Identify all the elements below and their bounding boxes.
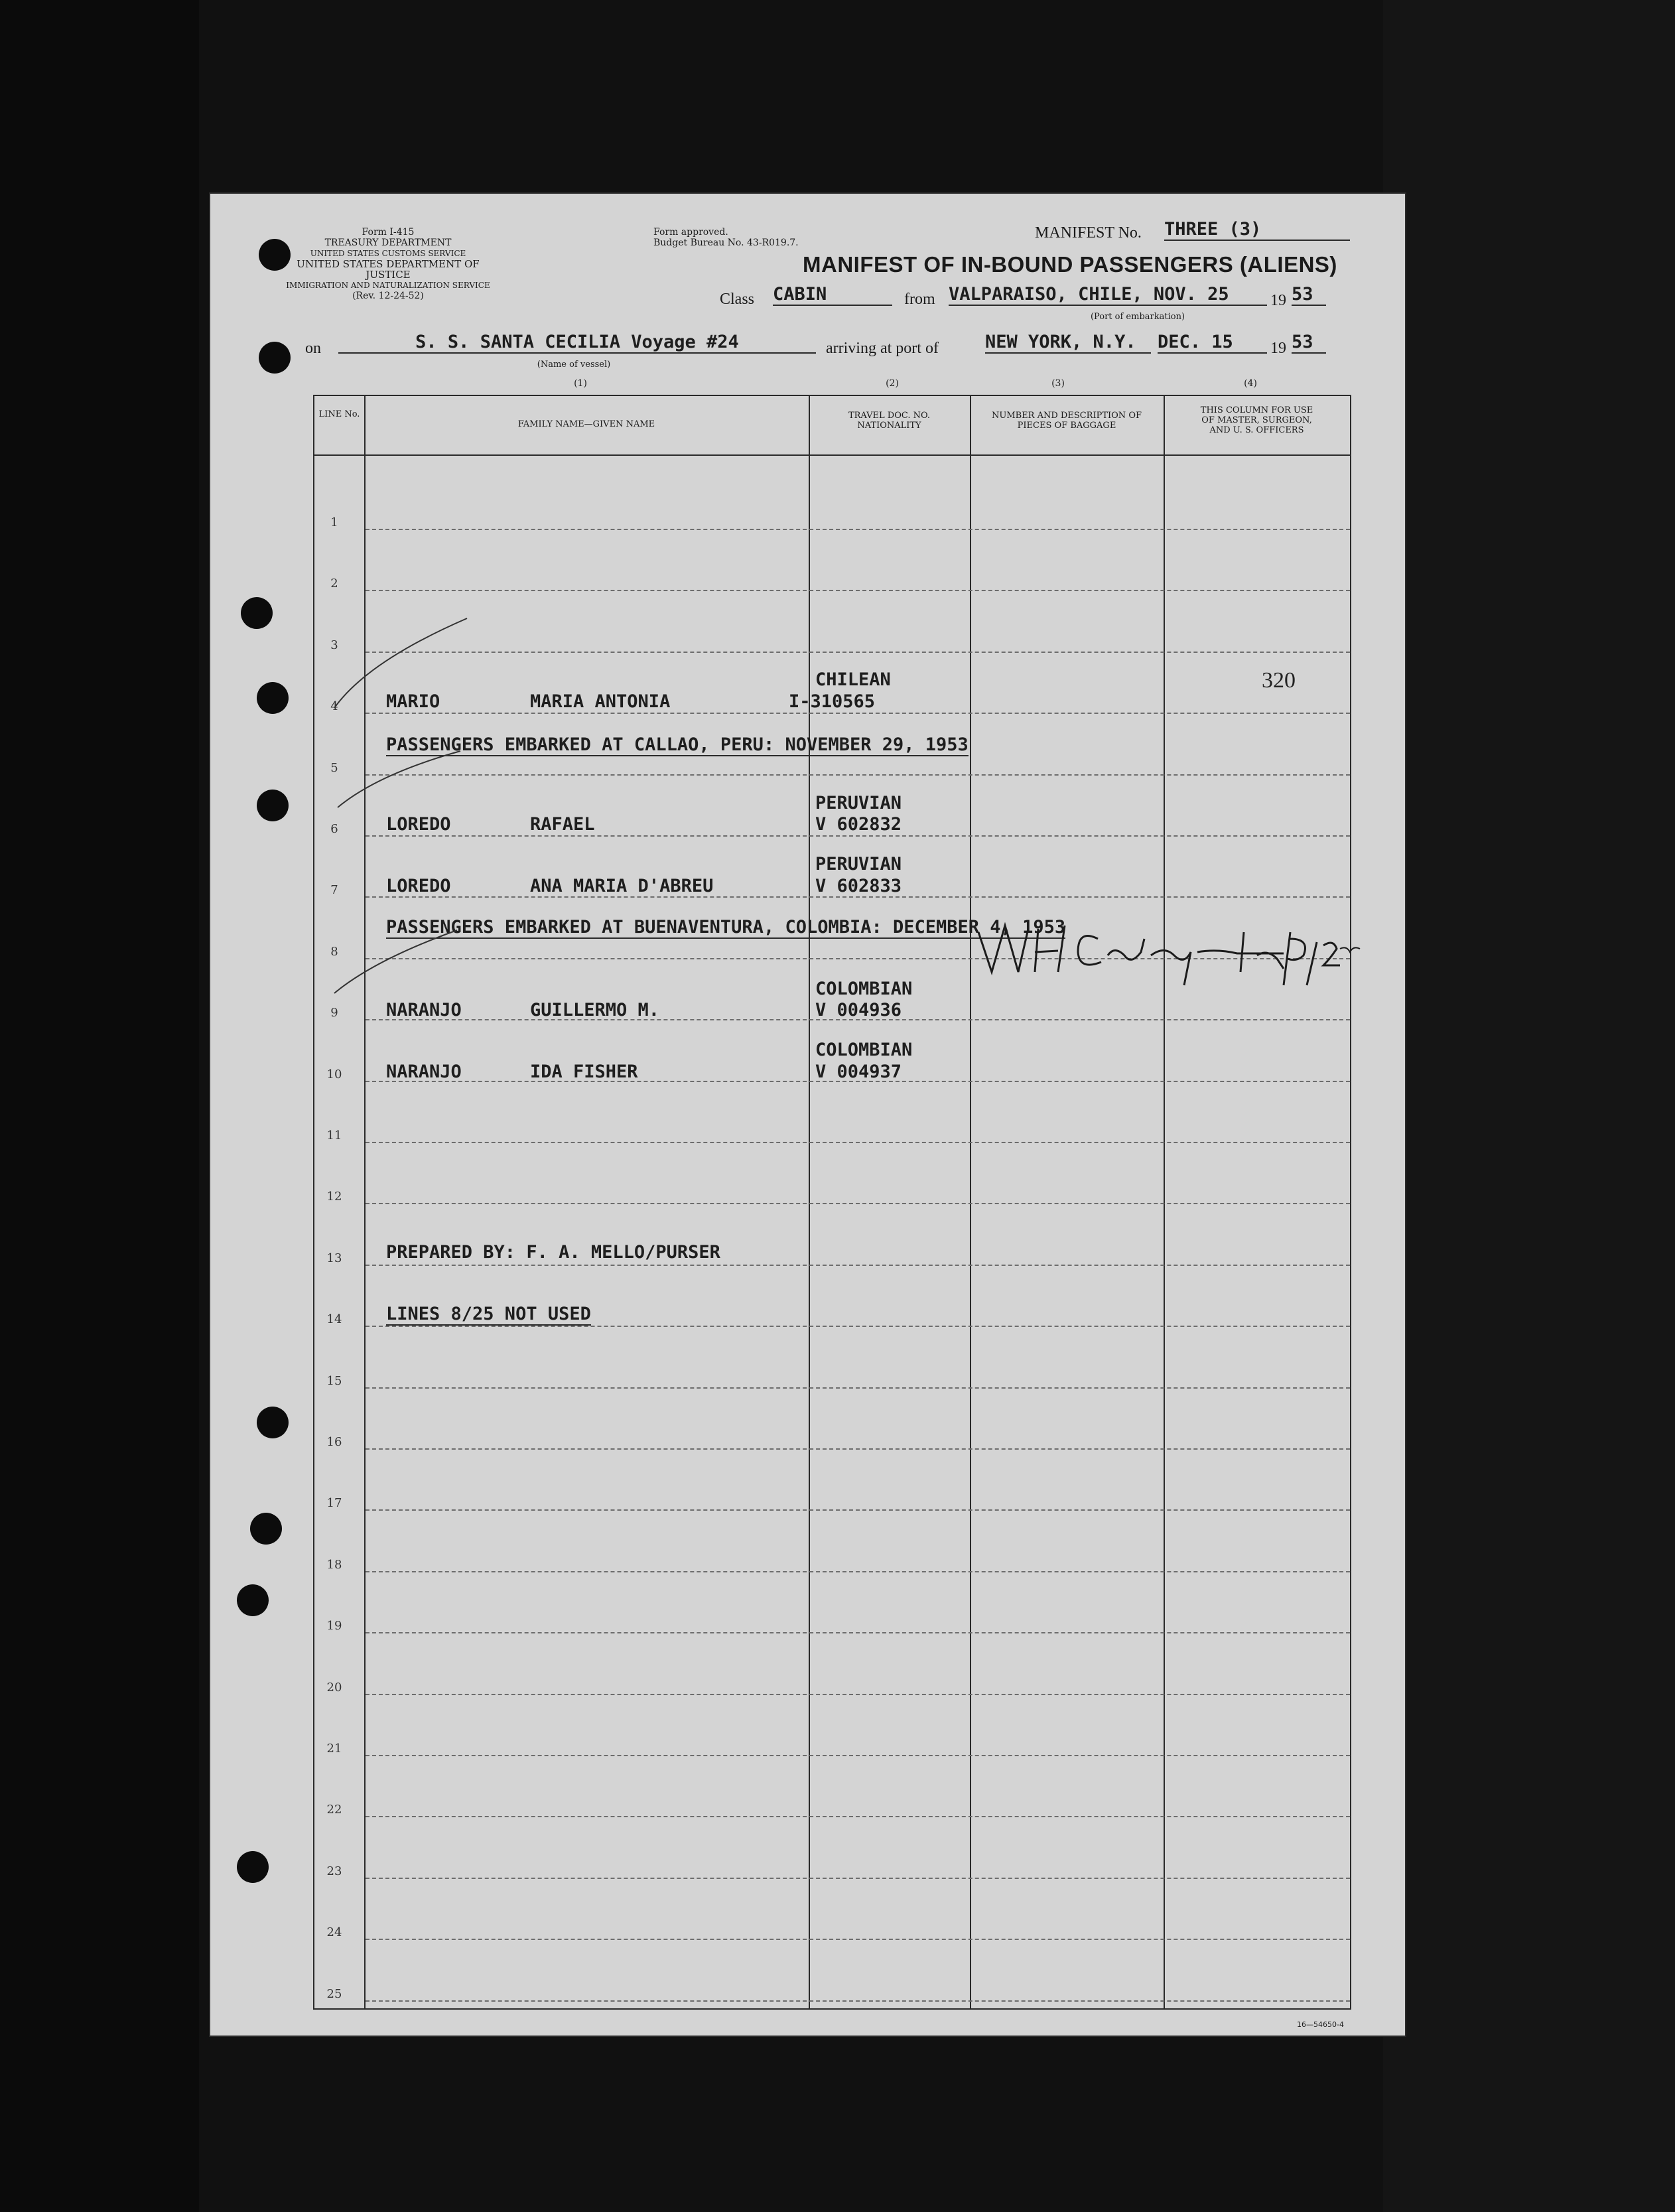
line-number: 2 xyxy=(330,577,338,591)
class-value: CABIN xyxy=(773,284,892,306)
line1-document: I-310565 xyxy=(789,691,876,712)
line-number: 20 xyxy=(326,1680,342,1694)
from-value: VALPARAISO, CHILE, NOV. 25 xyxy=(949,284,1267,306)
punch-hole xyxy=(237,1584,269,1616)
line-number: 16 xyxy=(326,1435,342,1449)
line-number: 9 xyxy=(330,1006,338,1020)
header-officers-line1: THIS COLUMN FOR USE xyxy=(1200,405,1313,415)
line-number: 15 xyxy=(326,1373,342,1388)
vessel-caption: (Name of vessel) xyxy=(537,360,611,370)
line-number: 4 xyxy=(330,699,338,714)
line7-family-name: NARANJO xyxy=(386,1062,462,1082)
line-number: 7 xyxy=(330,883,338,898)
row-rule xyxy=(366,1632,1350,1633)
header-line-no: LINE No. xyxy=(318,409,360,419)
header-travel-doc-line1: TRAVEL DOC. NO. xyxy=(848,411,931,421)
header-officers-line3: AND U. S. OFFICERS xyxy=(1209,425,1304,435)
line11-not-used-note: LINES 8/25 NOT USED xyxy=(386,1304,591,1324)
row-rule xyxy=(366,1694,1350,1695)
punch-hole xyxy=(257,790,289,821)
manifest-table xyxy=(313,395,1351,2010)
line10-prepared-by: PREPARED BY: F. A. MELLO/PURSER xyxy=(386,1242,720,1263)
form-title: MANIFEST OF IN-BOUND PASSENGERS (ALIENS) xyxy=(803,252,1337,277)
scan-border-right xyxy=(1383,0,1675,2212)
line-number: 1 xyxy=(330,516,338,529)
line-number: 14 xyxy=(326,1312,342,1327)
row-rule xyxy=(366,713,1350,714)
header-officers-line2: OF MASTER, SURGEON, xyxy=(1201,415,1312,425)
inspector-signature xyxy=(965,892,1363,992)
header-officers xyxy=(1164,405,1350,435)
justice-dept: UNITED STATES DEPARTMENT OF JUSTICE xyxy=(297,258,480,281)
header-baggage xyxy=(970,411,1164,431)
row-rule xyxy=(366,1816,1350,1817)
line4-given-name: ANA MARIA D'ABREU xyxy=(530,876,714,896)
row-rule xyxy=(366,1387,1350,1389)
line1-officer-number: 320 xyxy=(1262,668,1296,693)
line-number: 18 xyxy=(326,1557,342,1572)
treasury-dept: TREASURY DEPARTMENT xyxy=(324,238,452,248)
row-rule xyxy=(366,1509,1350,1511)
agency-block xyxy=(282,227,494,301)
line1-given-name: MARIA ANTONIA xyxy=(530,691,671,712)
punch-hole xyxy=(241,597,273,629)
line6-document: V 004936 xyxy=(815,1000,902,1020)
arriving-date: DEC. 15 xyxy=(1158,332,1267,354)
row-rule xyxy=(366,1571,1350,1572)
line6-family-name: NARANJO xyxy=(386,1000,462,1020)
manifest-page xyxy=(209,192,1406,2037)
arriving-year-prefix: 19 xyxy=(1270,340,1286,357)
line2-section-heading: PASSENGERS EMBARKED AT CALLAO, PERU: NOVEMBER 29, 1953 xyxy=(386,734,969,755)
line1-nationality: CHILEAN xyxy=(815,669,891,690)
header-name: FAMILY NAME—GIVEN NAME xyxy=(517,419,655,429)
line-number: 11 xyxy=(326,1129,342,1142)
line-number: 3 xyxy=(330,638,338,652)
header-travel-doc-line2: NATIONALITY xyxy=(857,421,921,431)
arriving-year: 53 xyxy=(1292,332,1326,354)
column-divider xyxy=(809,396,810,2008)
port-embarkation-caption: (Port of embarkation) xyxy=(1090,312,1185,322)
header-travel-doc xyxy=(809,411,970,431)
line4-document: V 602833 xyxy=(815,876,902,896)
line-number: 25 xyxy=(326,1986,342,2001)
line-number: 5 xyxy=(330,760,338,775)
line7-document: V 004937 xyxy=(815,1062,902,1082)
line4-nationality: PERUVIAN xyxy=(815,854,902,874)
row-rule xyxy=(366,835,1350,837)
customs-service: UNITED STATES CUSTOMS SERVICE xyxy=(310,249,466,258)
row-rule xyxy=(366,1142,1350,1143)
line-number: 17 xyxy=(326,1496,342,1511)
line3-family-name: LOREDO xyxy=(386,814,451,835)
line5-section-heading: PASSENGERS EMBARKED AT BUENAVENTURA, COLOMBIA: DECEMBER 4, 1953 xyxy=(386,917,1066,937)
line-number: 23 xyxy=(326,1864,342,1878)
row-rule xyxy=(366,590,1350,591)
line4-family-name: LOREDO xyxy=(386,876,451,896)
line7-given-name: IDA FISHER xyxy=(530,1062,638,1082)
row-rule xyxy=(366,2000,1350,2002)
approval-block xyxy=(653,227,799,248)
line7-nationality: COLOMBIAN xyxy=(815,1040,913,1060)
on-label: on xyxy=(305,340,321,357)
punch-hole xyxy=(257,1407,289,1438)
line-number: 6 xyxy=(330,822,338,836)
line-number: 22 xyxy=(326,1803,342,1817)
line6-nationality: COLOMBIAN xyxy=(815,979,913,999)
row-rule xyxy=(366,1265,1350,1266)
row-rule xyxy=(366,1755,1350,1756)
header-baggage-line2: PIECES OF BAGGAGE xyxy=(1017,421,1116,431)
from-year-prefix: 19 xyxy=(1270,292,1286,309)
row-rule xyxy=(366,1448,1350,1450)
row-rule xyxy=(366,1939,1350,1940)
ins: IMMIGRATION AND NATURALIZATION SERVICE xyxy=(286,281,490,290)
line-number: 13 xyxy=(326,1251,342,1265)
row-rule xyxy=(366,774,1350,776)
class-label: Class xyxy=(720,291,755,308)
arriving-port: NEW YORK, N.Y. xyxy=(985,332,1151,354)
column-divider xyxy=(1164,396,1165,2008)
row-rule xyxy=(366,1878,1350,1879)
from-label: from xyxy=(904,291,935,308)
line3-document: V 602832 xyxy=(815,814,902,835)
form-revision: (Rev. 12-24-52) xyxy=(352,291,424,301)
check-mark-icon xyxy=(328,927,460,1000)
row-rule xyxy=(366,1203,1350,1204)
column-number-2: (2) xyxy=(886,378,899,389)
row-rule xyxy=(366,529,1350,530)
form-print-code: 16—54650-4 xyxy=(1297,2020,1344,2029)
check-mark-icon xyxy=(328,615,474,715)
line-number: 12 xyxy=(326,1190,342,1204)
line1-family-name: MARIO xyxy=(386,691,440,712)
manifest-no-label: MANIFEST No. xyxy=(1035,224,1142,242)
punch-hole xyxy=(237,1851,269,1883)
line-number: 19 xyxy=(326,1619,342,1633)
column-number-3: (3) xyxy=(1051,378,1065,389)
column-divider xyxy=(970,396,971,2008)
header-baggage-line1: NUMBER AND DESCRIPTION OF xyxy=(991,411,1142,421)
vessel-name: S. S. SANTA CECILIA Voyage #24 xyxy=(338,332,816,354)
check-mark-icon xyxy=(331,748,464,814)
form-approved: Form approved. xyxy=(653,227,728,238)
from-year: 53 xyxy=(1292,284,1326,306)
header-divider xyxy=(314,454,1350,456)
manifest-no-value: THREE (3) xyxy=(1164,219,1350,241)
line6-given-name: GUILLERMO M. xyxy=(530,1000,660,1020)
punch-hole xyxy=(259,342,291,374)
scan-border-left xyxy=(0,0,199,2212)
line-number: 8 xyxy=(330,944,338,959)
line-number: 24 xyxy=(326,1925,342,1940)
budget-bureau: Budget Bureau No. 43-R019.7. xyxy=(653,238,799,248)
punch-hole xyxy=(257,682,289,714)
row-rule xyxy=(366,1326,1350,1327)
line3-nationality: PERUVIAN xyxy=(815,793,902,813)
column-number-4: (4) xyxy=(1244,378,1257,389)
line-number: 21 xyxy=(326,1742,342,1756)
line3-given-name: RAFAEL xyxy=(530,814,595,835)
punch-hole xyxy=(250,1513,282,1545)
row-rule xyxy=(366,652,1350,653)
arriving-label: arriving at port of xyxy=(826,340,939,357)
column-number-1: (1) xyxy=(574,378,587,389)
line-number: 10 xyxy=(326,1067,342,1081)
form-number: Form I-415 xyxy=(362,227,415,238)
